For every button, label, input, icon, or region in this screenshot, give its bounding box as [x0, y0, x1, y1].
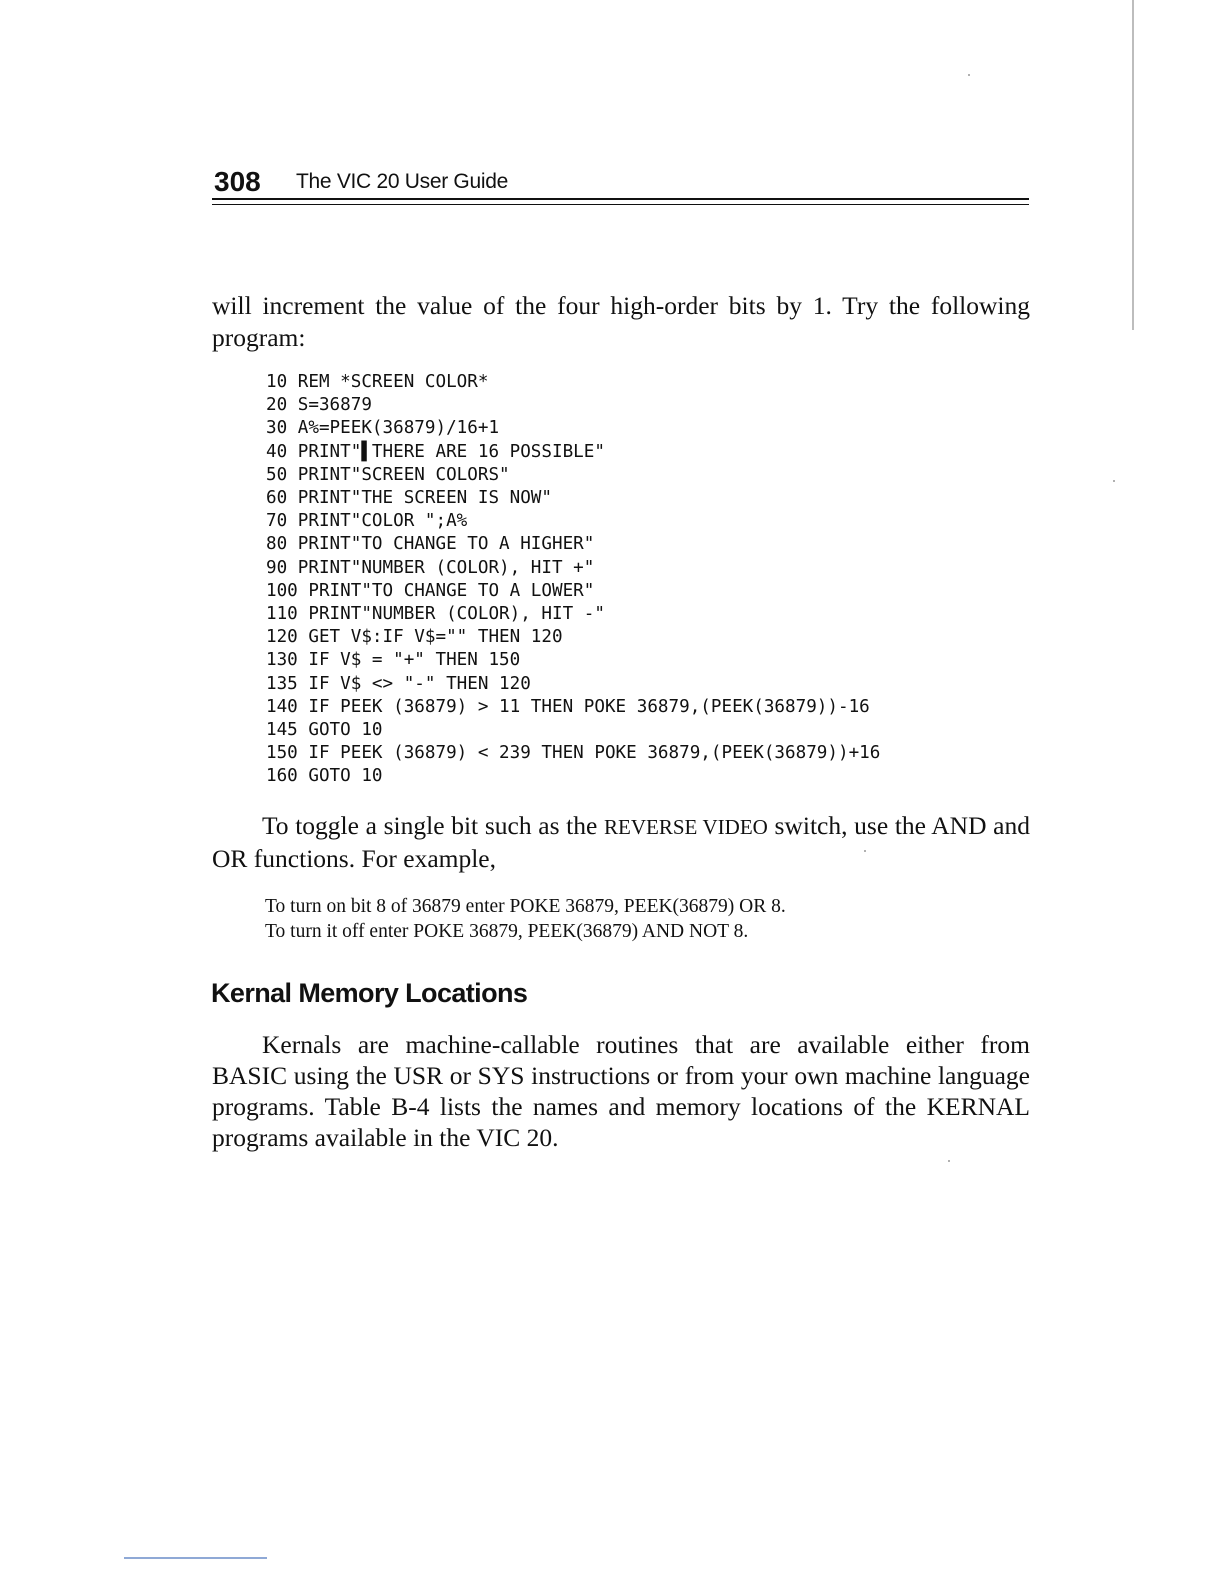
code-line: 70 PRINT"COLOR ";A%	[266, 511, 468, 532]
example-line-on: To turn on bit 8 of 36879 enter POKE 36879, PEEK(36879) OR 8.	[265, 896, 786, 917]
basic-program-listing	[266, 371, 880, 789]
example-block	[265, 894, 786, 944]
code-line: 120 GET V$:IF V$="" THEN 120	[266, 627, 563, 648]
toggle-paragraph	[212, 810, 1030, 875]
code-line: 160 GOTO 10	[266, 766, 383, 787]
page-header	[212, 166, 1029, 210]
kernal-paragraph: Kernals are machine-callable routines that are available either from BASIC using the USR or SYS instructions or from your own machine language programs. Table B-4 lists the names and memory locations of the KERNAL programs available in the VIC 20.	[212, 1030, 1030, 1152]
toggle-text-after: switch, use the AND and OR functions. For example,	[212, 811, 1030, 873]
code-line: 140 IF PEEK (36879) > 11 THEN POKE 36879,(PEEK(36879))-16	[266, 696, 870, 717]
header-rule-thick	[212, 198, 1029, 200]
footer-mark-line	[124, 1557, 267, 1559]
code-line: 100 PRINT"TO CHANGE TO A LOWER"	[266, 580, 595, 601]
code-line: 30 A%=PEEK(36879)/16+1	[266, 418, 500, 439]
page-number: 308	[214, 166, 261, 197]
running-title: The VIC 20 User Guide	[296, 170, 508, 193]
scan-speck	[948, 1160, 950, 1162]
code-line: 20 S=36879	[266, 395, 372, 416]
code-line: 40 PRINT"▌THERE ARE 16 POSSIBLE"	[266, 441, 605, 462]
example-line-off: To turn it off enter POKE 36879, PEEK(36879) AND NOT 8.	[265, 921, 749, 942]
scan-speck	[1113, 480, 1115, 482]
code-line: 90 PRINT"NUMBER (COLOR), HIT +"	[266, 557, 595, 578]
intro-paragraph: will increment the value of the four high-order bits by 1. Try the following program:	[212, 291, 1030, 352]
code-line: 10 REM *SCREEN COLOR*	[266, 372, 489, 392]
code-line: 80 PRINT"TO CHANGE TO A HIGHER"	[266, 534, 595, 555]
scan-speck	[968, 74, 970, 76]
reverse-video-term: REVERSE VIDEO	[604, 815, 768, 839]
code-line: 145 GOTO 10	[266, 720, 383, 741]
code-line: 60 PRINT"THE SCREEN IS NOW"	[266, 488, 552, 509]
code-line: 50 PRINT"SCREEN COLORS"	[266, 464, 510, 485]
header-rule-thin	[212, 204, 1029, 205]
code-line: 110 PRINT"NUMBER (COLOR), HIT -"	[266, 604, 605, 625]
code-line: 150 IF PEEK (36879) < 239 THEN POKE 36879,(PEEK(36879))+16	[266, 743, 881, 764]
section-heading: Kernal Memory Locations	[211, 978, 528, 1008]
code-line: 130 IF V$ = "+" THEN 150	[266, 650, 521, 671]
scan-edge-line	[1132, 0, 1134, 330]
code-line: 135 IF V$ <> "-" THEN 120	[266, 673, 531, 694]
toggle-text-before: To toggle a single bit such as the	[262, 811, 604, 840]
scan-speck	[864, 850, 866, 852]
